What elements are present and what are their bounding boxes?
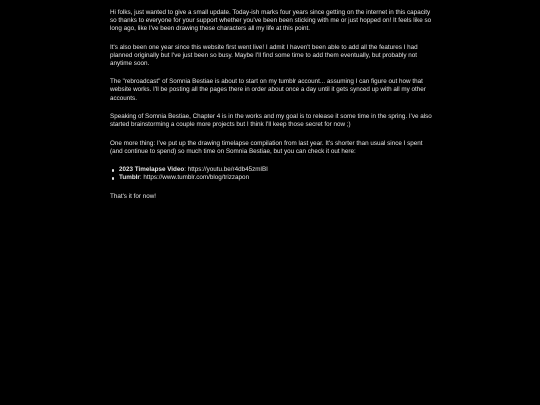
- link-separator: :: [184, 166, 188, 174]
- list-item-timelapse-video: [119, 166, 432, 174]
- timelapse-video-link[interactable]: https://youtu.be/r4db45zmlBI: [187, 166, 268, 174]
- post-closing: That's it for now!: [110, 192, 156, 200]
- post-paragraph-chapter-4: Speaking of Somnia Bestiae, Chapter 4 is in the works and my goal is to release it some time in the spring. I've also started brainstorming a couple more projects but I think I'll keep those secret for now ;): [110, 113, 432, 129]
- post-paragraph-rebroadcast: The "rebroadcast" of Somnia Bestiae is about to start on my tumblr account... assuming I can figure out how that website works. I'll be posting all the pages there in order about once a day until it gets synced up with all my other accounts.: [110, 78, 426, 102]
- post-paragraph-timelapse: One more thing: I've put up the drawing timelapse compilation from last year. It's shorter than usual since I spent (and continue to spend) so much time on Somnia Bestiae, but you can check it out here:: [110, 139, 423, 155]
- link-list: [110, 166, 432, 182]
- list-item-tumblr: [119, 174, 432, 182]
- update-post: [110, 9, 432, 211]
- tumblr-link[interactable]: https://www.tumblr.com/blog/trizzapon: [143, 174, 250, 182]
- post-paragraph-greeting: Hi folks, just wanted to give a small update. Today-ish marks four years since getting on the internet in this capacity so thanks to everyone for your support whether you've been been sticking with me or just hopped on! It feels like so long ago, like I've been drawing these characters all my life at this point.: [110, 9, 432, 33]
- tumblr-label: Tumblr: [119, 174, 140, 182]
- link-separator: :: [139, 174, 144, 182]
- post-paragraph-website-anniversary: It's also been one year since this website first went live! I admit I haven't been able to add all the features I had planned originally but I've just been so busy. Maybe I'll find some time to add them eventually, but probably not anytime soon.: [110, 43, 418, 67]
- timelapse-video-label: 2023 Timelapse Video: [119, 166, 185, 174]
